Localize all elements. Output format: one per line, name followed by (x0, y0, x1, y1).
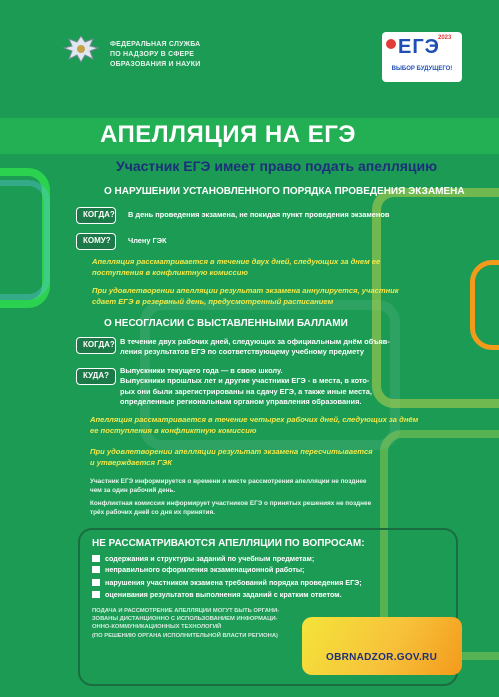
bullet-square-icon (92, 591, 100, 598)
ege-logo-text: ЕГЭ (398, 36, 440, 58)
list-item: нарушения участником экзамена требований порядка проведения ЕГЭ; (105, 578, 362, 587)
note-line: При удовлетворении апелляции результат экзамена аннулируется, участник (92, 286, 399, 295)
remote-footnote (92, 607, 279, 640)
where-text (120, 366, 372, 408)
info-line: Участник ЕГЭ информируется о времени и месте рассмотрения апелляции не позднее (90, 478, 367, 485)
footnote-line: (ПО РЕШЕНИЮ ОРГАНА ИСПОЛНИТЕЛЬНОЙ ВЛАСТИ РЕГИОНА) (92, 632, 278, 639)
emblem-icon (60, 32, 102, 66)
page-subtitle: Участник ЕГЭ имеет право подать апелляцию (116, 158, 438, 174)
when-label: КОГДА? (76, 337, 116, 354)
ege-year: 2023 (438, 35, 452, 41)
note-line: ее поступления в конфликтную комиссию (90, 426, 257, 435)
whom-text: Члену ГЭК (128, 236, 167, 245)
ege-slogan: ВЫБОР БУДУЩЕГО! (391, 66, 453, 72)
section2-note2 (90, 446, 373, 468)
note-line: сдает ЕГЭ в резервный день, предусмотренный расписанием (92, 297, 334, 306)
page-title: АПЕЛЛЯЦИЯ НА ЕГЭ (100, 121, 356, 148)
note-line: Апелляция рассматривается в течение двух дней, следующих за днем ее (92, 257, 381, 266)
site-link[interactable]: OBRNADZOR.GOV.RU (326, 652, 438, 663)
ege-figure-icon (386, 39, 396, 49)
text-line: Выпускники прошлых лет и другие участники ЕГЭ - в места, в кото- (120, 376, 370, 386)
agency-line: ОБРАЗОВАНИЯ И НАУКИ (110, 61, 201, 68)
footnote-line: ЗОВАНЫ ДИСТАНЦИОННО С ИСПОЛЬЗОВАНИЕМ ИНФОРМАЦИ- (92, 616, 278, 623)
text-line: рых они были зарегистрированы на сдачу ЕГЭ, а также иные места, (120, 386, 372, 396)
section2-note1 (90, 414, 418, 436)
whom-label: КОМУ? (76, 233, 116, 250)
bullet-square-icon (92, 579, 100, 586)
footnote-line: ОННО-КОММУНИКАЦИОННЫХ ТЕХНОЛОГИЙ (92, 624, 222, 631)
bullet-square-icon (92, 566, 100, 573)
text-line: В течение двух рабочих дней, следующих за официальным днём объяв- (120, 337, 390, 346)
not-considered-title: НЕ РАССМАТРИВАЮТСЯ АПЕЛЛЯЦИИ ПО ВОПРОСАМ: (92, 538, 365, 549)
note-line: и утверждается ГЭК (90, 458, 172, 467)
bullet-square-icon (92, 555, 100, 562)
note-line: Апелляция рассматривается в течение четырех рабочих дней, следующих за днём (90, 415, 419, 424)
info-line: Конфликтная комиссия информирует участников ЕГЭ о принятых решениях не позднее (90, 500, 372, 507)
info-line: трёх рабочих дней со дня их принятия. (90, 509, 215, 516)
info-paragraph-1 (90, 477, 366, 495)
when-label: КОГДА? (76, 207, 116, 224)
site-link-button[interactable] (302, 617, 462, 675)
list-item: неправильного оформления экзаменационной работы; (105, 565, 305, 574)
when-text: В день проведения экзамена, не покидая пункт проведения экзаменов (128, 210, 390, 219)
where-label: КУДА? (76, 368, 116, 385)
footnote-line: ПОДАЧА И РАССМОТРЕНИЕ АПЕЛЛЯЦИИ МОГУТ БЫТЬ ОРГАНИ- (92, 608, 280, 614)
text-line: ления результатов ЕГЭ по соответствующему учебному предмету (120, 347, 365, 357)
decor-frame-right-orange (470, 260, 499, 350)
note-line: поступления в конфликтную комиссию (92, 268, 248, 277)
when-text (120, 337, 390, 358)
info-paragraph-2 (90, 499, 371, 517)
agency-line: ФЕДЕРАЛЬНАЯ СЛУЖБА (110, 41, 201, 48)
text-line: определенные региональным органом управления образования. (120, 397, 362, 407)
agency-line: ПО НАДЗОРУ В СФЕРЕ (110, 51, 195, 58)
section1-heading: О НАРУШЕНИИ УСТАНОВЛЕННОГО ПОРЯДКА ПРОВЕДЕНИЯ ЭКЗАМЕНА (104, 186, 465, 197)
list-item: содержания и структуры заданий по учебным предметам; (105, 554, 315, 563)
section1-note2 (92, 285, 399, 307)
info-line: чем за один рабочий день. (90, 487, 176, 494)
ege-logo (382, 32, 462, 82)
list-item: оценивания результатов выполнения заданий с кратким ответом. (105, 590, 342, 599)
text-line: Выпускники текущего года — в свою школу. (120, 366, 283, 375)
decor-frame-left-blue (0, 180, 50, 300)
agency-name (110, 40, 200, 70)
section2-heading: О НЕСОГЛАСИИ С ВЫСТАВЛЕННЫМИ БАЛЛАМИ (104, 318, 348, 329)
section1-note1 (92, 256, 380, 278)
note-line: При удовлетворении апелляции результат экзамена пересчитывается (90, 447, 373, 456)
